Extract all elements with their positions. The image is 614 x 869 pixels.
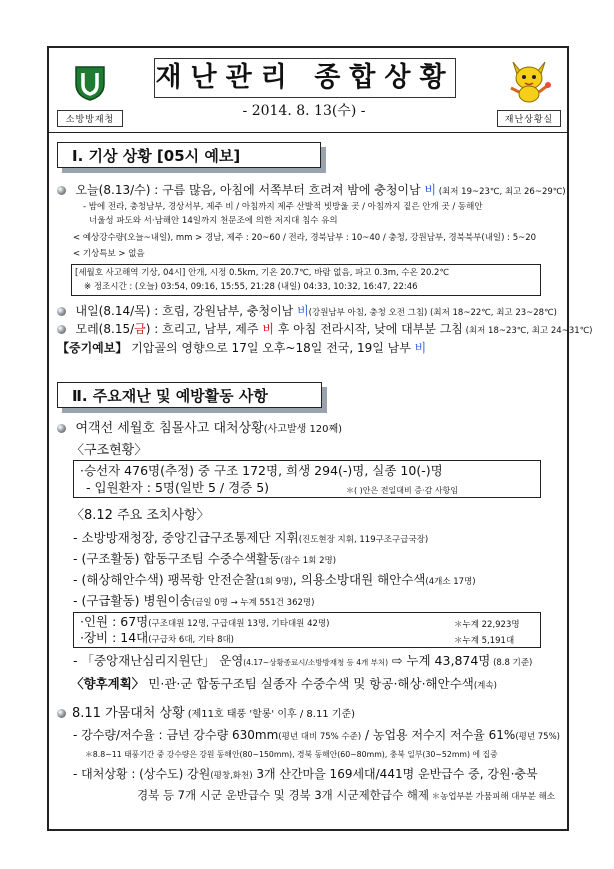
action-2-text: - (구조활동) 합동구조팀 수중수색활동 bbox=[73, 551, 281, 566]
drought-response bbox=[73, 767, 538, 783]
midterm-label: 【중기예보】 bbox=[57, 341, 128, 355]
section2-heading: Ⅱ. 주요재난 및 예방활동 사항 bbox=[57, 382, 322, 408]
today-forecast bbox=[57, 183, 566, 199]
dayafter-label-end: ) : bbox=[145, 322, 163, 336]
drought-sub: (제11호 태풍 '할롱' 이후 / 8.11 기준) bbox=[184, 709, 356, 720]
actions-label: 〈8.12 주요 조치사항〉 bbox=[71, 508, 210, 523]
sewol-sub: (사고발생 120째) bbox=[263, 424, 343, 435]
drought-response-2 bbox=[137, 788, 555, 804]
mascot bbox=[497, 58, 561, 126]
psych-detail: (4.17~상황종료시/소방방재청 등 4개 부처) bbox=[243, 658, 389, 667]
action-4-text: - (구급활동) 병원이송 bbox=[73, 593, 192, 608]
drought-3-text: 경북 등 7개 시군 운반급수 및 경북 3개 시군제한급수 해제 bbox=[137, 788, 429, 802]
tomorrow-label: 내일(8.14/목) : bbox=[75, 304, 163, 318]
psych-support bbox=[73, 654, 532, 670]
special-report: < 기상특보 > 없음 bbox=[73, 249, 145, 259]
drought-rainfall bbox=[73, 728, 560, 744]
action-3 bbox=[73, 573, 476, 589]
org-label: 소방방재청 bbox=[57, 110, 123, 127]
tomorrow-temp: (최저 18~22℃, 최고 23~28℃) bbox=[427, 308, 557, 318]
personnel-label: ·인원 : 67명 bbox=[80, 614, 149, 629]
agency-logo bbox=[57, 64, 123, 128]
action-2 bbox=[73, 552, 336, 568]
dayafter-rain: 비 bbox=[262, 322, 274, 336]
personnel-detail: (구조대원 12명, 구급대원 13명, 기타대원 42명) bbox=[148, 619, 330, 629]
action-3b-detail: (4개소 17명) bbox=[425, 577, 476, 587]
future-plan bbox=[71, 677, 497, 693]
plan-label: 〈향후계획〉 bbox=[71, 676, 145, 691]
sewol-title: 여객선 세월호 침몰사고 대처상황 bbox=[75, 421, 264, 436]
section1-heading: Ⅰ. 기상 상황 [05시 예보] bbox=[57, 142, 321, 168]
personnel-line bbox=[80, 615, 329, 631]
action-4-detail: (금일 0명 → 누계 551건 362명) bbox=[191, 598, 315, 608]
today-rain: 비 bbox=[424, 183, 437, 197]
rescue-box bbox=[73, 460, 541, 498]
drought-title-line bbox=[57, 707, 355, 722]
sewol-weather: [세월호 사고해역 기상, 04시] 안개, 시정 0.5km, 기온 20.7℃, 바람 없음, 파고 0.3m, 수온 20.2℃ bbox=[75, 268, 450, 278]
plan-detail: (계속) bbox=[473, 681, 497, 691]
action-1-detail: (진도현장 지휘, 119구조구급국장) bbox=[298, 535, 429, 545]
action-4 bbox=[73, 594, 314, 610]
today-detail-2: 너울성 파도와 서·남해안 14일까지 천문조에 의한 저지대 침수 유의 bbox=[89, 216, 338, 226]
rescue-summary: ·승선자 476명(추정) 중 구조 172명, 희생 294(-)명, 실종 10(-)명 bbox=[80, 463, 443, 478]
psych-total: ⇨ 누계 43,874명 bbox=[388, 653, 491, 668]
today-text: 구름 많음, 아침에 서쪽부터 흐려져 밤에 충청이남 bbox=[162, 183, 425, 197]
psych-text: - 「중앙재난심리지원단」 운영 bbox=[73, 653, 244, 668]
tomorrow-note: (강원남부 아침, 충청 오전 그침) bbox=[308, 308, 428, 318]
equipment-line bbox=[80, 631, 234, 647]
sewol-weather-box bbox=[71, 264, 541, 296]
rescue-note: ＊( )안은 전일대비 증·감 사항임 bbox=[346, 486, 458, 495]
document-frame bbox=[47, 46, 593, 831]
drought-2-detail: (평창,화천) bbox=[210, 771, 253, 781]
resources-box bbox=[73, 612, 541, 648]
drought-2-text: - 대처상황 : (상수도) 강원 bbox=[73, 767, 211, 781]
midterm-rain: 비 bbox=[414, 341, 427, 355]
dayafter-text-2: 후 아침 전라시작, 낮에 대부분 그침 bbox=[273, 322, 463, 336]
action-2-detail: (잠수 1회 2명) bbox=[280, 556, 337, 566]
action-3-text: - (해상해안수색) 팽목항 안전순찰 bbox=[73, 572, 257, 587]
drought-note: ＊8.8~11 태풍기간 중 강수량은 강원 동해안(80~150mm), 경북 동해안(60~80mm), 충북 일부(30~52mm) 에 집중 bbox=[85, 750, 498, 759]
dayafter-holiday: 금 bbox=[134, 322, 146, 336]
tomorrow-text: 흐림, 강원남부, 충청이남 bbox=[162, 304, 298, 318]
dayafter-forecast bbox=[57, 322, 593, 338]
tomorrow-forecast bbox=[57, 304, 557, 320]
equipment-total: ＊누계 5,191대 bbox=[454, 636, 515, 646]
psych-base: (8.8 기준) bbox=[490, 658, 533, 668]
rain-forecast: < 예상강수량(오늘~내일), mm > 경남, 제주 : 20~60 / 전라, 경북남부 : 10~40 / 충청, 강원남부, 경북북부(내일) : 5~20 bbox=[73, 233, 537, 243]
today-detail-1: - 밤에 전라, 충청남부, 경상서부, 제주 비 / 아침까지 제주 산발적 빗방울 곳 / 아침까지 짙은 안개 곳 / 동해안 bbox=[83, 202, 483, 212]
drought-1b-text: / 농업용 저수지 저수율 61% bbox=[361, 728, 516, 742]
tomorrow-rain: 비 bbox=[297, 304, 309, 318]
midterm-forecast bbox=[57, 341, 426, 356]
action-3b-text: , 의용소방대원 해안수색 bbox=[292, 572, 426, 587]
action-1-text: - 소방방재청장, 중앙긴급구조통제단 지휘 bbox=[73, 530, 299, 545]
drought-title: 8.11 가뭄대처 상황 bbox=[72, 706, 185, 721]
equipment-detail: (구급차 6대, 기타 8대) bbox=[148, 635, 234, 645]
sewol-title-line bbox=[57, 422, 342, 437]
drought-1-detail: (평년 대비 75% 수준) bbox=[278, 732, 362, 742]
action-3-detail: (1회 9명) bbox=[256, 577, 293, 587]
equipment-label: ·장비 : 14대 bbox=[80, 630, 149, 645]
plan-text: 민·관·군 합동구조팀 실종자 수중수색 및 항공·해상·해안수색 bbox=[144, 676, 474, 691]
rescue-label: 〈구조현황〉 bbox=[71, 443, 148, 458]
personnel-total: ＊누계 22,923명 bbox=[454, 620, 520, 630]
today-temp: (최저 19~23℃, 최고 26~29℃) bbox=[436, 187, 566, 197]
drought-1b-detail: (평년 75%) bbox=[515, 732, 560, 742]
today-label: 오늘(8.13/수) : bbox=[75, 183, 163, 197]
midterm-text: 기압골의 영향으로 17일 오후~18일 전국, 19일 남부 bbox=[127, 341, 415, 355]
dayafter-temp: (최저 18~23℃, 최고 24~31℃) bbox=[462, 326, 593, 336]
tide-times: ※ 정조시간 : (오늘) 03:54, 09:16, 15:55, 21:28 (내일) 04:33, 10:32, 16:47, 22:46 bbox=[84, 282, 418, 292]
office-label: 재난상황실 bbox=[497, 110, 561, 127]
dayafter-label: 모레(8.15/ bbox=[75, 322, 135, 336]
drought-2b-text: 3개 산간마을 169세대/441명 운반급수 중, 강원·충북 bbox=[252, 767, 538, 781]
header bbox=[49, 48, 567, 133]
drought-3-detail: ＊농업부분 가뭄피해 대부분 해소 bbox=[428, 792, 555, 802]
hospital-patients: - 입원환자 : 5명(일반 5 / 경증 5) bbox=[86, 480, 270, 495]
dayafter-text-1: 흐리고, 남부, 제주 bbox=[162, 322, 263, 336]
report-date: - 2014. 8. 13(수) - bbox=[242, 103, 366, 119]
action-1 bbox=[73, 531, 428, 547]
shield-icon bbox=[73, 64, 107, 102]
page-title: 재난관리 종합상황 bbox=[154, 58, 456, 98]
drought-1-text: - 강수량/저수율 : 금년 강수량 630mm bbox=[73, 728, 279, 742]
mascot-icon bbox=[507, 58, 551, 104]
